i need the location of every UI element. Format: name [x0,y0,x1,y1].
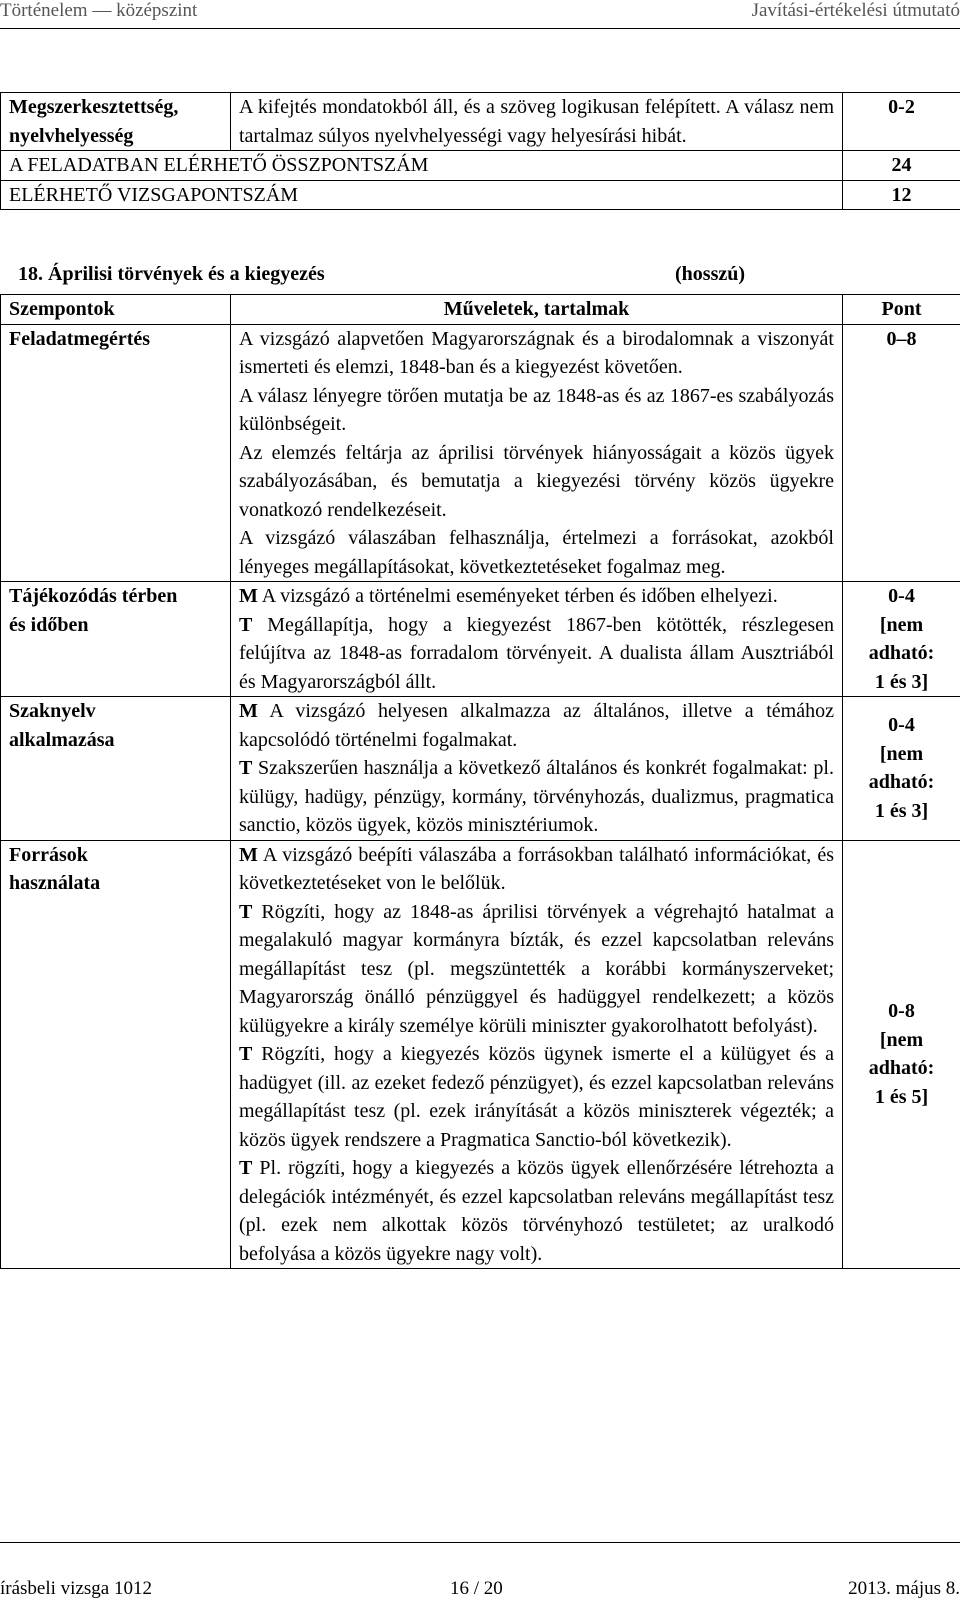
operation-paragraph [239,697,834,754]
table-header-row [1,295,960,325]
level-key: T [239,613,253,636]
points-note: 1 és 5] [874,1085,929,1108]
exam-points-label: ELÉRHETŐ VIZSGAPONTSZÁM [1,180,843,210]
level-key: M [239,843,258,866]
criterion-label: Források [9,843,88,866]
level-key: T [239,757,253,779]
points-note: [nem [879,613,924,636]
footer-date: 2013. május 8. [848,1578,960,1599]
criterion-cell [1,840,231,1269]
operation-paragraph [239,582,834,611]
table-row [1,180,960,210]
points-cell [843,840,960,1269]
criterion-label: Tájékozódás térben [9,585,178,607]
operations-cell [231,840,843,1269]
operation-paragraph [239,611,834,697]
points-cell [843,697,960,841]
page-number: 16 / 20 [450,1578,503,1599]
task-type-note: (hosszú) [675,263,746,285]
level-key: M [239,700,258,722]
criterion-cell [1,582,231,697]
points-cell: 0–8 [843,324,960,582]
operation-text: Megállapítja, hogy a kiegyezést 1867-ben kötötték, részlegesen felújítva az 1848-as forradalom törvényeit. A dualista állam Ausztriából és Magyarországból állt. [239,613,834,693]
operation-paragraph [239,841,834,898]
operation-text: A vizsgázó beépíti válaszába a forrásokban található információkat, és következtetéseket von le belőlük. [239,843,834,894]
footer-rule [0,1542,960,1543]
exam-points-value: 12 [843,180,960,210]
operation-paragraph: A válasz lényegre törően mutatja be az 1848-as és az 1867-es szabályozás különbségeit. [239,384,834,435]
table-row [1,151,960,181]
criterion-label: és időben [9,613,89,636]
column-header-operations: Műveletek, tartalmak [231,295,843,325]
points-note: adható: [868,1057,935,1080]
points-note: 1 és 3] [874,799,929,822]
header-doc-type: Javítási-értékelési útmutató [751,0,960,21]
header-rule [0,28,960,29]
points-note: adható: [868,642,935,664]
level-key: T [239,900,253,923]
points-note: [nem [879,742,924,765]
operation-paragraph: Az elemzés feltárja az áprilisi törvények hiányosságait a közös ügyek szabályozásában, és bemutatja a kiegyezési törvény közös ügyekre vonatkozó rendelkezéseit. [239,441,834,521]
criterion-label: Megszerkesztettség, [9,96,179,118]
criterion-cell [1,93,231,151]
total-value: 24 [843,151,960,181]
operations-cell [231,324,843,582]
points-cell: 0-2 [843,93,960,151]
table-row [1,840,960,1269]
criterion-label: használata [9,872,101,894]
criterion-label: nyelvhelyesség [9,124,134,147]
summary-table [0,92,960,210]
criterion-cell: Feladatmegértés [1,324,231,582]
operation-text: A vizsgázó a történelmi eseményeket térben és időben elhelyezi. [257,585,778,607]
points-note: [nem [879,1028,924,1051]
operations-cell [231,582,843,697]
table-row [1,324,960,582]
operation-paragraph [239,1154,834,1268]
task-title: 18. Áprilisi törvények és a kiegyezés [18,263,325,285]
scoring-table [0,294,960,1269]
points-value: 0-4 [888,714,915,737]
operation-paragraph [239,898,834,1041]
level-key: T [239,1157,253,1179]
operation-text: A vizsgázó helyesen alkalmazza az általános, illetve a témához kapcsolódó történelmi fogalmakat. [239,700,834,751]
footer-exam-code: írásbeli vizsga 1012 [0,1578,152,1599]
operation-text: Pl. rögzíti, hogy a kiegyezés a közös ügyek ellenőrzésére létrehozta a delegációk intézményét, és ezzel kapcsolatban releváns megállapítást tesz (pl. ezek nem alkottak közös törvényhozó testületet; az uralkodó befolyása a közös ügyekre nagy volt). [239,1157,834,1265]
column-header-points: Pont [843,295,960,325]
points-note: 1 és 3] [874,670,929,693]
main-table-block [0,294,960,1269]
points-value: 0-8 [888,1000,915,1023]
table-row [1,697,960,841]
level-key: M [239,585,258,607]
total-label: A FELADATBAN ELÉRHETŐ ÖSSZPONTSZÁM [1,151,843,181]
operation-paragraph: A vizsgázó alapvetően Magyarországnak és a birodalomnak a viszonyát ismerteti és elemzi, 1848-ban és a kiegyezést követően. [239,327,834,378]
column-header-criteria: Szempontok [1,295,231,325]
criterion-label: Szaknyelv [9,700,96,722]
criterion-description: A kifejtés mondatokból áll, és a szöveg logikusan felépített. A válasz nem tartalmaz súlyos nyelvhelyességi vagy helyesírási hibát. [231,93,843,151]
operation-paragraph [239,1040,834,1154]
operation-text: Szakszerűen használja a következő általános és konkrét fogalmakat: pl. külügy, hadügy, pénzügy, kormány, törvényhozás, dualizmus, pragmatica sanctio, közös ügyek, közös minisztériumok. [239,757,834,836]
operation-paragraph: A vizsgázó válaszában felhasználja, értelmezi a forrásokat, azokból lényeges megállapításokat, következtetéseket fogalmaz meg. [239,527,834,578]
points-value: 0-4 [888,585,915,607]
operations-cell [231,697,843,841]
section-title [0,263,960,291]
top-table-block [0,92,960,210]
points-note: adható: [868,771,935,794]
operation-paragraph [239,754,834,840]
criterion-label: alkalmazása [9,728,115,751]
table-row [1,93,960,151]
header-subject: Történelem — középszint [0,0,198,21]
criterion-cell [1,697,231,841]
page-header [0,0,960,26]
level-key: T [239,1043,253,1065]
operation-text: Rögzíti, hogy a kiegyezés közös ügynek ismerte el a külügyet és a hadügyet (ill. az ezeket fedező pénzügyet), és ezzel kapcsolatban releváns megállapítást tesz (pl. ezek irányítását a közös miniszterek végezték; a közös ügyek rendszere a Pragmatica Sanctio-ból következik). [239,1043,834,1151]
operation-text: Rögzíti, hogy az 1848-as áprilisi törvények a végrehajtó hatalmat a megalakuló magyar kormányra bízták, és ezzel kapcsolatban releváns megállapítást tesz (pl. megszüntették a korábbi kormányszerveket; Magyarország önálló pénzüggyel és hadüggyel rendelkezett; a közös külügyekre a király személye körüli miniszter gyakorolhatott befolyást). [239,900,834,1037]
table-row [1,582,960,697]
points-cell [843,582,960,697]
